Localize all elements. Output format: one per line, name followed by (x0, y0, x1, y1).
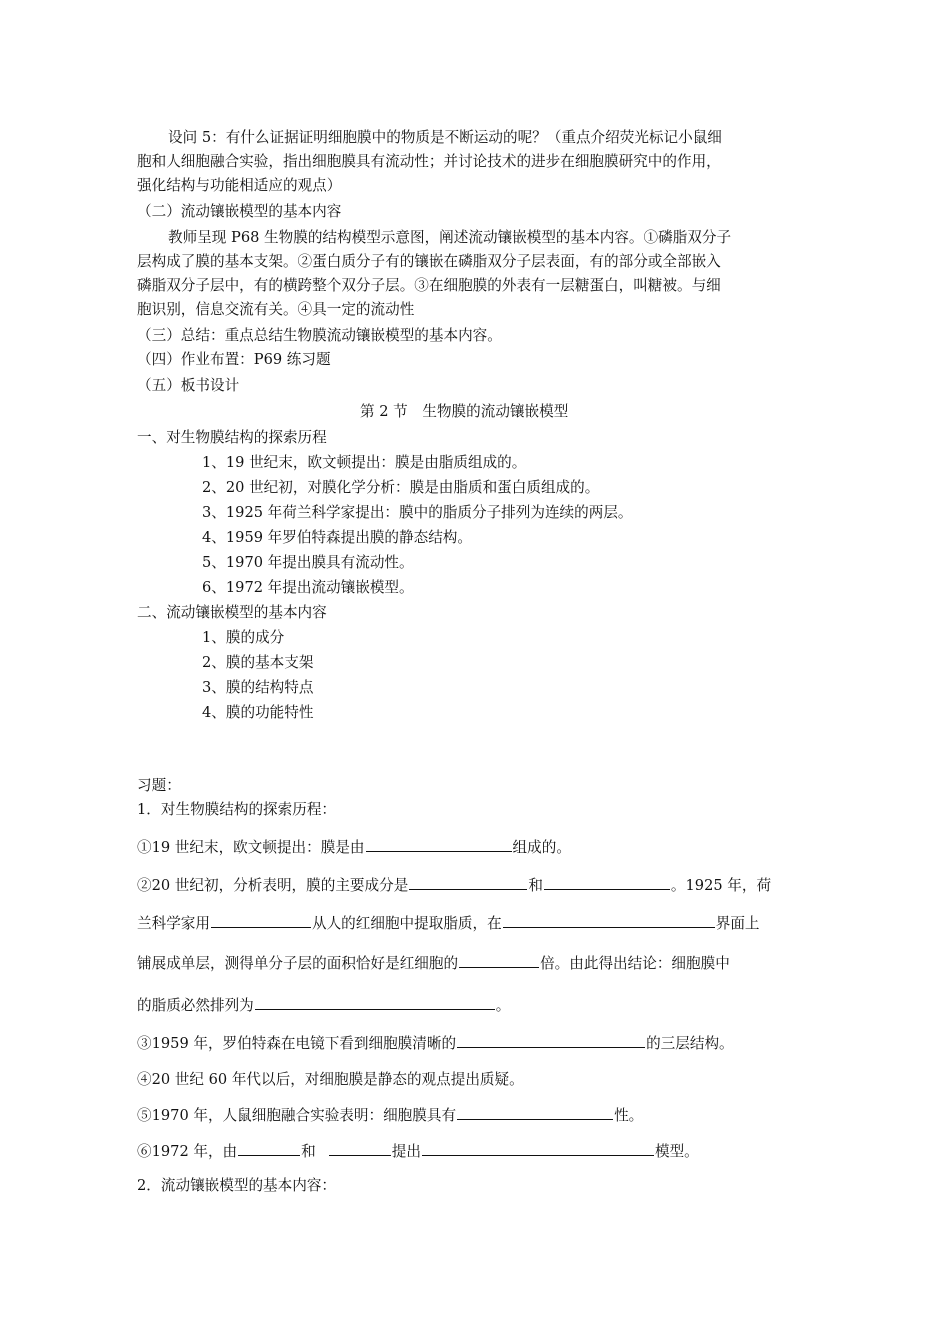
fill-blank[interactable] (255, 994, 495, 1010)
fill-blank[interactable] (459, 952, 539, 968)
exercise-1-e (137, 1104, 643, 1126)
board-part-1-item: 2、20 世纪初，对膜化学分析：膜是由脂质和蛋白质组成的。 (202, 479, 600, 496)
text-segment: 组成的。 (512, 839, 571, 856)
board-part-2-item: 3、膜的结构特点 (202, 679, 314, 696)
text-segment: ⑥1972 年，由 (137, 1143, 238, 1160)
exercise-1-d: ④20 世纪 60 年代以后，对细胞膜是静态的观点提出质疑。 (137, 1071, 524, 1088)
board-part-1-item: 1、19 世纪末，欧文顿提出：膜是由脂质组成的。 (202, 454, 527, 471)
text-segment: 倍。由此得出结论：细胞膜中 (540, 955, 730, 972)
text-segment: 从人的红细胞中提取脂质，在 (311, 915, 502, 932)
board-part-2-item: 1、膜的成分 (202, 629, 285, 646)
board-part-1-item: 5、1970 年提出膜具有流动性。 (202, 554, 414, 571)
text-segment: 模型。 (654, 1143, 699, 1160)
text-segment: ①19 世纪末，欧文顿提出：膜是由 (137, 839, 365, 856)
board-part-2-heading: 二、流动镶嵌模型的基本内容 (137, 604, 327, 621)
fill-blank[interactable] (422, 1140, 654, 1156)
section-2-para-line-4: 胞识别，信息交流有关。④具一定的流动性 (137, 301, 415, 318)
text-segment: 界面上 (715, 915, 760, 932)
fill-blank[interactable] (238, 1140, 300, 1156)
section-3-summary: （三）总结：重点总结生物膜流动镶嵌模型的基本内容。 (137, 327, 502, 344)
fill-blank[interactable] (544, 874, 670, 890)
text-segment: ⑤1970 年，人鼠细胞融合实验表明：细胞膜具有 (137, 1107, 457, 1124)
exercise-1-a (137, 836, 571, 858)
text-segment: 铺展成单层，测得单分子层的面积恰好是红细胞的 (137, 955, 459, 972)
text-segment: 提出 (391, 1143, 421, 1160)
section-2-para-line-3: 磷脂双分子层中，有的横跨整个双分子层。③在细胞膜的外表有一层糖蛋白，叫糖被。与细 (137, 277, 721, 294)
exercise-1-f (137, 1140, 699, 1162)
board-part-1-item: 3、1925 年荷兰科学家提出：膜中的脂质分子排列为连续的两层。 (202, 504, 633, 521)
section-5-board: （五）板书设计 (137, 377, 240, 394)
text-segment: 和 (301, 1143, 316, 1160)
text-segment: 。1925 年，荷 (670, 877, 772, 894)
board-part-2-item: 4、膜的功能特性 (202, 704, 314, 721)
board-part-1-item: 6、1972 年提出流动镶嵌模型。 (202, 579, 414, 596)
text-segment: 的三层结构。 (646, 1035, 734, 1052)
exercise-1-b-line-3 (137, 952, 730, 974)
section-2-para-line-2: 层构成了膜的基本支架。②蛋白质分子有的镶嵌在磷脂双分子层表面，有的部分或全部嵌入 (137, 253, 721, 270)
exercise-1-c (137, 1032, 734, 1054)
text-segment: 兰科学家用 (137, 915, 210, 932)
text-segment: 和 (528, 877, 543, 894)
section-4-homework: （四）作业布置：P69 练习题 (137, 351, 331, 368)
text-segment: 性。 (614, 1107, 644, 1124)
text-segment: ②20 世纪初，分析表明，膜的主要成分是 (137, 877, 409, 894)
board-title: 第 2 节 生物膜的流动镶嵌模型 (360, 403, 569, 420)
question-5-line-2: 胞和人细胞融合实验，指出细胞膜具有流动性；并讨论技术的进步在细胞膜研究中的作用， (137, 153, 721, 170)
fill-blank[interactable] (503, 912, 715, 928)
exercises-heading: 习题： (137, 777, 181, 794)
exercise-1-b-line-1 (137, 874, 771, 896)
section-2-para-line-1: 教师呈现 P68 生物膜的结构模型示意图，阐述流动镶嵌模型的基本内容。①磷脂双分子 (168, 229, 732, 246)
board-part-1-item: 4、1959 年罗伯特森提出膜的静态结构。 (202, 529, 472, 546)
question-5-line-1: 设问 5：有什么证据证明细胞膜中的物质是不断运动的呢？（重点介绍荧光标记小鼠细 (168, 129, 722, 146)
board-part-2-item: 2、膜的基本支架 (202, 654, 314, 671)
fill-blank[interactable] (366, 836, 512, 852)
text-segment: ③1959 年，罗伯特森在电镜下看到细胞膜清晰的 (137, 1035, 457, 1052)
fill-blank[interactable] (211, 912, 311, 928)
fill-blank[interactable] (409, 874, 527, 890)
exercise-1-title: 1．对生物膜结构的探索历程： (137, 801, 337, 818)
board-part-1-heading: 一、对生物膜结构的探索历程 (137, 429, 327, 446)
question-5-line-3: 强化结构与功能相适应的观点） (137, 177, 342, 194)
fill-blank[interactable] (457, 1032, 645, 1048)
exercise-1-b-line-4 (137, 994, 510, 1016)
exercise-1-b-line-2 (137, 912, 760, 934)
exercise-2-title: 2．流动镶嵌模型的基本内容： (137, 1177, 337, 1194)
text-segment: 的脂质必然排列为 (137, 997, 254, 1014)
text-segment: 。 (495, 997, 511, 1014)
fill-blank[interactable] (457, 1104, 613, 1120)
section-2-heading: （二）流动镶嵌模型的基本内容 (137, 203, 342, 220)
fill-blank[interactable] (329, 1140, 391, 1156)
